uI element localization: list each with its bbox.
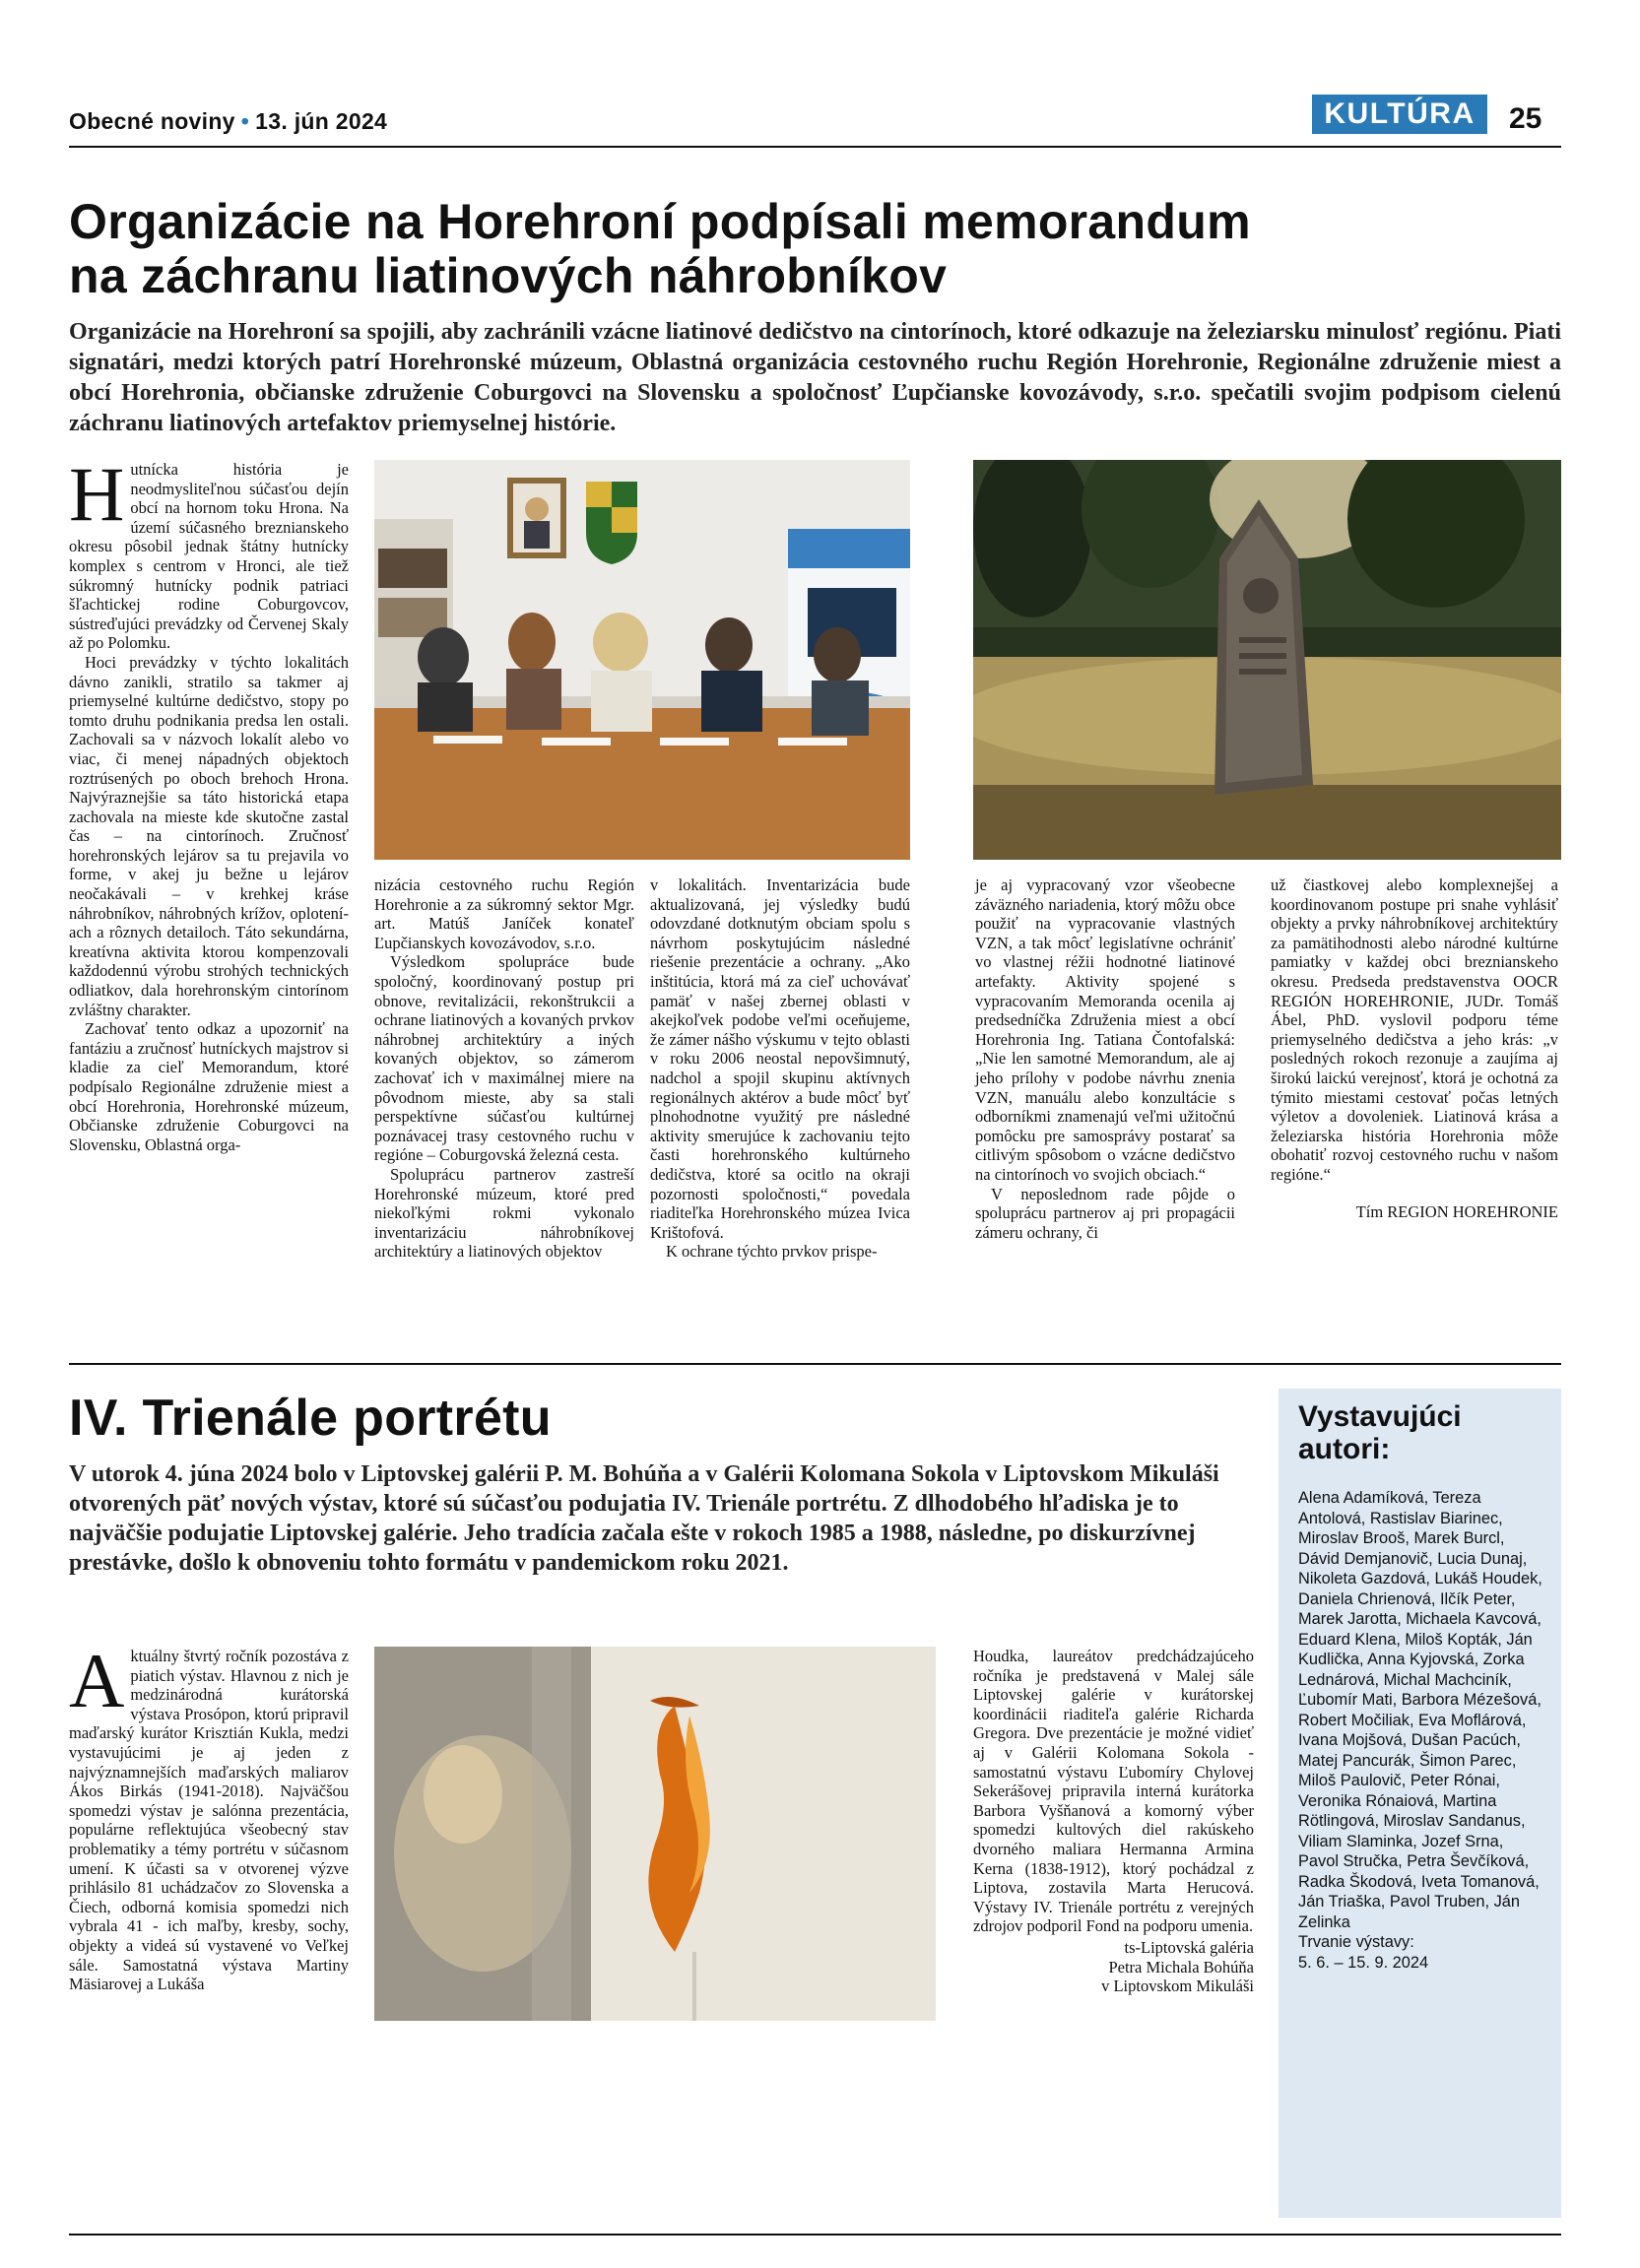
- paragraph: nizácia cestovného ruchu Región Horehronie a za súkromný sektor Mgr. art. Matúš Janíček konateľ Ľupčianskych kovozávodov, s.r.o.: [374, 875, 634, 952]
- dropcap: A: [69, 1638, 125, 1723]
- page-number: 25: [1509, 102, 1542, 135]
- author-list: Alena Adamíková, Tereza Antolová, Rastislav Biarinec, Miroslav Brooš, Marek Burcl, Dávid Demjanovič, Lucia Dunaj, Nikoleta Gazdová, Lukáš Houdek, Daniela Chrienová, Ilčík Peter, Marek Jarotta, Michaela Kavcová, Eduard Klena, Miloš Kopták, Ján Kudlička, Anna Kyjovská, Zorka Lednárová, Michal Machciník, Ľubomír Mati, Barbora Mézešová, Robert Močiliak, Eva Moflárová, Ivana Mojšová, Dušan Pacúch, Matej Pancurák, Šimon Parec, Miloš Paulovič, Peter Rónai, Veronika Rónaiová, Martina Rötlingová, Miroslav Sandanus, Viliam Slaminka, Jozef Srna, Pavol Stručka, Petra Ševčíková, Radka Škodová, Iveta Tomanová, Ján Triaška, Pavol Truben, Ján Zelinka: [1298, 1489, 1542, 1931]
- separator-dot: •: [240, 108, 250, 134]
- article1-column-2: [374, 875, 634, 1262]
- paragraph: Houdka, laureátov predchádzajúceho ročníka je predstavená v Malej sále Liptovskej galérie v kurátorskej koordinácii riaditeľa galérie Richarda Gregora. Dve prezentácie je možné vidieť aj v Galérii Kolomana Sokola - samostatnú výstavu Ľubomíry Chylovej Sekerášovej pripravila interná kurátorka Barbora Vyšňanová a komorný výber spomedzi kultových diel rakúskeho dvorného maliara Hermanna Armina Kerna (1838-1912), ktorý pochádzal z Liptova, zostavila Marta Herucová. Výstavy IV. Trienále portrétu z verejných zdrojov podporil Fond na podporu umenia.: [973, 1647, 1254, 1936]
- article2-signature-line-3: v Liptovskom Mikuláši: [1101, 1976, 1254, 1996]
- paragraph: V neposlednom rade pôjde o spoluprácu partnerov aj pri propagácii zámeru ochrany, či: [975, 1184, 1235, 1242]
- article1-lead: Organizácie na Horehroní sa spojili, aby zachránili vzácne liatinové dedičstvo na cintorínoch, ktoré odkazuje na železiarsku minulosť regiónu. Piati signatári, medzi ktorých patrí Horehronské múzeum, Oblastná organizácia cestovného ruchu Región Horehronie, Regionálne združenie miest a obcí Horehronia, občianske združenie Coburgovci na Slovensku a spoločnosť Ľupčianske kovozávody, s.r.o. spečatili svojim podpisom cielenú záchranu liatinových artefaktov priemyselnej histórie.: [69, 319, 1561, 436]
- paragraph: Zachovať tento odkaz a upozorniť na fantáziu a zručnosť hutníckych majstrov si kladie za cieľ Memorandum, ktoré podpísalo Regionálne združenie miest a obcí Horehronia, Horehronské múzeum, Občianske združenie Coburgovci na Slovensku, Oblastná orga-: [69, 1019, 349, 1154]
- paragraph: Spoluprácu partnerov zastreší Horehronské múzeum, ktoré pred niekoľkými rokmi vykonalo inventarizáciu náhrobníkovej architektúry a liatinových objektov: [374, 1164, 634, 1262]
- article1-signature: Tím REGION HOREHRONIE: [1355, 1201, 1558, 1221]
- paragraph: už čiastkovej alebo komplexnejšej a koordinovanom postupe pri snahe vyhlásiť objekty a prvky náhrobníkovej architektúry za pamätihodnosti alebo národné kultúrne pamiatky v každej obci breznianskeho okresu. Predseda predstavenstva OOCR REGIÓN HOREHRONIE, JUDr. Tomáš Ábel, PhD. vyslovil podporu téme priemyselného dedičstva a jeho krás: „v posledných rokoch rezonuje a zaujíma aj širokú laickú verejnosť, ktorá je ochotná za týmito miestami cestovať počas letných výletov a dovoleniek. Liatinová krása a železiarska história Horehronia môže obohatiť rozvoj cestovného ruchu v našom regióne.“: [1271, 875, 1558, 1184]
- glass-sculpture-photo: [374, 1647, 936, 2021]
- header-rule: [69, 146, 1561, 148]
- article2-headline: IV. Trienále portrétu: [69, 1390, 552, 1447]
- paragraph: Výsledkom spolupráce bude spoločný, koordinovaný postup pri obnove, revitalizácii, rekonštrukcii a ochrane liatinových a kovaných prvkov náhrobnej architektúry a iných kovaných objektov, so zámerom zachovať ich v maximálnej miere na pôvodnom mieste, aby sa stali perspektívne súčasťou kultúrnej poznávacej trasy cestovného ruchu v regióne – Coburgovská železná cesta.: [374, 952, 634, 1165]
- article1-column-4: [975, 875, 1235, 1242]
- article1-column-3: [650, 875, 910, 1262]
- article2-signature-line-2: Petra Michala Bohúňa: [1108, 1957, 1254, 1976]
- headline-line-2: na záchranu liatinových náhrobníkov: [69, 248, 948, 303]
- paragraph: ktuálny štvrtý ročník pozostáva z piatich výstav. Hlavnou z nich je medzinárodná kurátorská výstava Prosópon, ktorú pripravil maďarský kurátor Krisztián Kukla, medzi vystavujúcimi je aj jeden z najvýznamnejších maďarských maliarov Ákos Birkás (1941-2018). Najväčšou spomedzi výstav je salónna prezentácia, populárne reflektujúca všeobecný stav problematiky a témy portrétu v súčasnom umení. K účasti sa v otvorenej výzve prihlásilo 81 uchádzačov zo Slovenska a Čiech, odborná komisia spomedzi nich vybrala 41 - ich maľby, kresby, sochy, objekty a videá sú vystavené vo Veľkej sále. Samostatná výstava Martiny Mäsiarovej a Lukáša: [69, 1647, 349, 1994]
- section-label: KULTÚRA: [1312, 95, 1487, 134]
- article1-column-1: [69, 451, 349, 1154]
- section-divider: [69, 1363, 1561, 1365]
- masthead: [69, 108, 387, 135]
- sidebar-title: Vystavujúci autori:: [1298, 1400, 1462, 1465]
- article2-signature-line-1: ts-Liptovská galéria: [1124, 1937, 1254, 1957]
- paragraph: Hoci prevádzky v týchto lokalitách dávno zanikli, stratilo sa takmer aj priemyselné kultúrne dedičstvo, stopy po tomto druhu podnikania predsa len ostali. Zachovali sa v názvoch lokalít alebo vo viac, či menej nápadných objektoch roztrúsených po oboch brehoch Hrona. Najvýraznejšie sa táto historická etapa zachovala na mieste kde skutočne zastal čas – na cintorínoch. Zručnosť horehronských lejárov sa tu prejavila vo forme, v akej ju bežne u lejárov neočakávali – v krehkej kráse náhrobníkov, náhrobných krížov, oploteníach a rôznych detailoch. Táto sekundárna, kreatívna aktivita ktorou kompenzovali každodennú výrobu strohých technických odliatkov, dala horehronským cintorínom zvláštny charakter.: [69, 652, 349, 1019]
- article2-column-3: [973, 1647, 1254, 1996]
- duration-label: Trvanie výstavy:: [1298, 1933, 1414, 1951]
- paper-name: Obecné noviny: [69, 108, 235, 134]
- article2-column-1: [69, 1638, 349, 1994]
- footer-rule: [69, 2234, 1561, 2236]
- dropcap: H: [69, 451, 125, 537]
- paragraph: K ochrane týchto prvkov prispe-: [666, 1242, 878, 1262]
- article1-column-5: [1271, 875, 1558, 1221]
- paragraph: v lokalitách. Inventarizácia bude aktualizovaná, jej výsledky budú odovzdané dotknutým obciam spolu s návrhom poskytujúcim následné riešenie prezentácie a ochrany. „Ako inštitúcia, ktorá má za cieľ uchovávať pamäť v našej zbernej oblasti v akejkoľvek podobe veľmi oceňujeme, že zámer nášho výskumu v tejto oblasti v roku 2006 neostal nepovšimnutý, nadchol a spojil skupinu aktívnych regionálnych aktérov a bude môcť byť plnohodnotne využitý pre následné aktivity smerujúce k zachovaniu tejto časti horehronského kultúrneho dedičstva, ktoré sa ocitlo na okraji pozornosti spoločnosti,“ povedala riaditeľka Horehronského múzea Ivica Krištofová.: [650, 875, 910, 1242]
- signing-ceremony-photo: [374, 460, 910, 860]
- issue-date: 13. jún 2024: [255, 108, 388, 134]
- paragraph: utnícka história je neodmysliteľnou súčasťou dejín obcí na hornom toku Hrona. Na území súčasného breznianskeho okresu pôsobil jednak štátny hutnícky komplex s centrom v Hronci, ale tiež súkromný hutnícky podnik patriaci šľachtickej rodine Coburgovcov, sústreďujúci prevádzky od Červenej Skaly až po Polomku.: [69, 460, 349, 653]
- sidebar-authors: [1298, 1488, 1544, 1973]
- paragraph: je aj vypracovaný vzor všeobecne záväzného nariadenia, ktorý môžu obce použiť na vypracovanie vlastných VZN, a tak môcť legislatívne ochrániť vo vlastnej réžii hodnotné liatinové artefakty. Aktivity spojené s vypracovaním Memoranda ocenila aj predsedníčka Združenia miest a obcí Horehronia Ing. Tatiana Čontofalská: „Nie len samotné Memorandum, ale aj jeho prílohy v podobe návrhu znenia VZN, manuálu alebo konzultácie s odborníkmi znamenajú veľmi užitočnú pomôcku pre samosprávy postarať sa citlivým spôsobom o vzácne dedičstvo na cintorínoch vo svojich obciach.“: [975, 875, 1235, 1184]
- duration-dates: 5. 6. – 15. 9. 2024: [1298, 1953, 1429, 1972]
- headline-line-1: Organizácie na Horehroní podpísali memorandum: [69, 194, 1251, 249]
- article2-lead: V utorok 4. júna 2024 bolo v Liptovskej galérii P. M. Bohúňa a v Galérii Kolomana Sokola v Liptovskom Mikuláši otvorených päť nových výstav, ktoré sú súčasťou podujatia IV. Trienále portrétu. Z dlhodobého hľadiska je to najväčšie podujatie Liptovskej galérie. Jeho tradícia začala ešte v rokoch 1985 a 1988, následne, po diskurzívnej prestávke, došlo k obnoveniu tohto formátu v pandemickom roku 2021.: [69, 1461, 1219, 1576]
- cast-iron-gravestone-photo: [973, 460, 1561, 860]
- article1-headline: [69, 195, 1556, 303]
